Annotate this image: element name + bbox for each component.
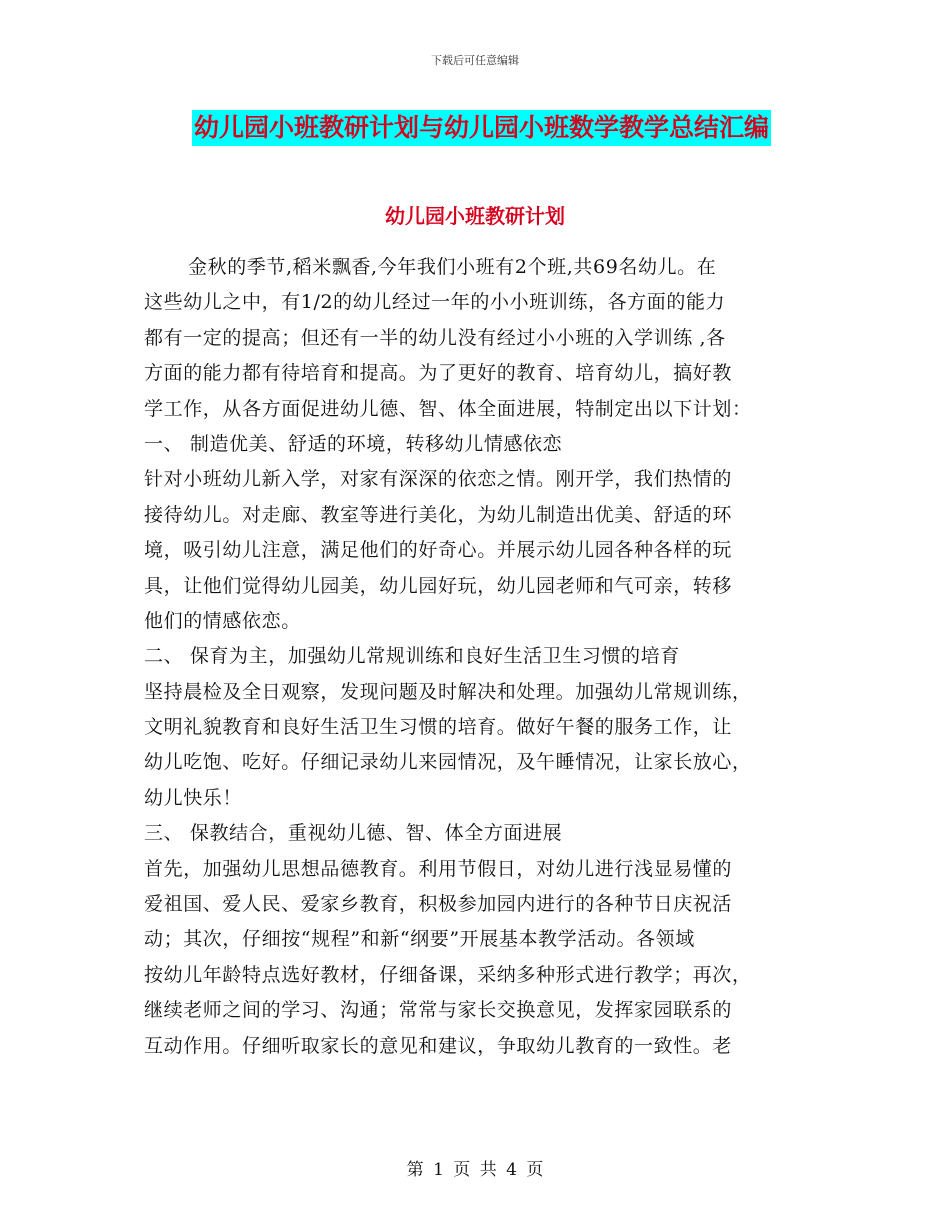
section-title: 幼儿园小班教研计划: [385, 204, 565, 228]
paragraph-line: 文明礼貌教育和良好生活卫生习惯的培育。做好午餐的服务工作，让: [144, 716, 733, 739]
paragraph-line: 互动作用。仔细听取家长的意见和建议，争取幼儿教育的一致性。老: [144, 1034, 733, 1057]
main-title: 幼儿园小班教研计划与幼儿园小班数学教学总结汇编: [192, 110, 771, 146]
heading-line-2: 二、 保育为主，加强幼儿常规训练和良好生活卫生习惯的培育: [144, 645, 680, 668]
paragraph-line: 幼儿吃饱、吃好。仔细记录幼儿来园情况，及午睡情况，让家长放心，: [144, 751, 752, 774]
paragraph-line: 方面的能力都有待培育和提高。为了更好的教育、培育幼儿，搞好教: [144, 362, 733, 385]
paragraph-line: 金秋的季节,稻米飘香,今年我们小班有2个班,共69名幼儿。在: [188, 256, 717, 278]
paragraph-line: 具，让他们觉得幼儿园美，幼儿园好玩，幼儿园老师和气可亲，转移: [144, 574, 733, 597]
paragraph-line: 都有一定的提高；但还有一半的幼儿没有经过小小班的入学训练 ,各: [144, 326, 726, 349]
heading-line-3: 三、 保教结合，重视幼儿德、智、体全方面进展: [144, 822, 563, 845]
paragraph-line: 继续老师之间的学习、沟通；常常与家长交换意见，发挥家园联系的: [144, 999, 733, 1022]
heading-line-1: 一、 制造优美、舒适的环境，转移幼儿情感依恋: [144, 432, 563, 455]
paragraph-line: 幼儿快乐！: [144, 786, 243, 809]
page-header-note: 下载后可任意编辑: [431, 54, 519, 67]
main-title-container: [192, 110, 806, 148]
paragraph-line: 坚持晨检及全日观察，发现问题及时解决和处理。加强幼儿常规训练，: [144, 680, 752, 703]
paragraph-line: 首先，加强幼儿思想品德教育。利用节假日，对幼儿进行浅显易懂的: [144, 857, 733, 880]
paragraph-line: 针对小班幼儿新入学，对家有深深的依恋之情。刚开学，我们热情的: [144, 468, 733, 491]
document-body: [144, 250, 814, 1064]
paragraph-line: 他们的情感依恋。: [144, 609, 301, 632]
paragraph-line: 接待幼儿。对走廊、教室等进行美化，为幼儿制造出优美、舒适的环: [144, 503, 733, 526]
page-number-footer: 第 1 页 共 4 页: [406, 1160, 544, 1180]
paragraph-line: 这些幼儿之中，有1/2的幼儿经过一年的小小班训练，各方面的能力: [144, 291, 726, 314]
paragraph-line: 爱祖国、爱人民、爱家乡教育，积极参加园内进行的各种节日庆祝活: [144, 893, 733, 916]
paragraph-line: 境，吸引幼儿注意，满足他们的好奇心。并展示幼儿园各种各样的玩: [144, 539, 733, 562]
paragraph-line: 学工作，从各方面促进幼儿德、智、体全面进展，特制定出以下计划：: [144, 397, 752, 420]
paragraph-line: 按幼儿年龄特点选好教材，仔细备课，采纳多种形式进行教学；再次，: [144, 963, 752, 986]
paragraph-line: 动；其次，仔细按“规程”和新“纲要”开展基本教学活动。各领域: [144, 928, 695, 951]
